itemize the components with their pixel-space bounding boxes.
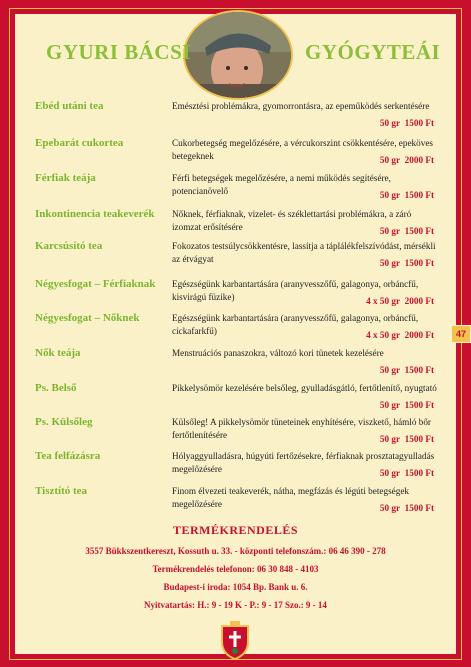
tea-description: Hólyaggyulladásra, húgyúti fertőzésekre, férfiaknak prosztatagyulladás megelőzésére (172, 451, 435, 474)
tea-description: Emésztési problémákra, gyomorrontásra, az epeműködés serkentésére (172, 101, 430, 111)
tea-price (380, 226, 434, 236)
tea-cost: 1500 Ft (404, 468, 434, 478)
tea-quantity: 50 gr (379, 434, 401, 444)
tea-price (366, 330, 434, 340)
tea-cost: 1500 Ft (404, 503, 434, 513)
tea-description: Pikkelysömör kezelésére belsőleg, gyulladásgátló, fertőtlenítő, nyugtató (172, 383, 437, 393)
tea-cost: 1500 Ft (404, 258, 434, 268)
order-address: 3557 Bükkszentkereszt, Kossuth u. 33. - központi telefonszám.: 06 46 390 - 278 (85, 546, 386, 556)
tea-cost: 1500 Ft (404, 190, 434, 200)
order-phone: Termékrendelés telefonon: 06 30 848 - 4103 (152, 564, 319, 574)
tea-price (380, 258, 434, 268)
order-footer (15, 523, 456, 618)
tea-name: Négyesfogat – Férfiaknak (35, 278, 156, 290)
tea-name: Ps. Belső (35, 382, 77, 394)
tea-cost: 1500 Ft (404, 118, 434, 128)
tea-cost: 2000 Ft (404, 296, 434, 306)
tea-quantity: 4 x 50 gr (366, 296, 401, 306)
tea-name: Nők teája (35, 347, 81, 359)
tea-name: Ps. Külsőleg (35, 416, 93, 428)
tea-name: Férfiak teája (35, 172, 96, 184)
tea-name: Négyesfogat – Nőknek (35, 312, 140, 324)
tea-price (380, 468, 434, 478)
coat-of-arms-icon (218, 620, 252, 660)
tea-cost: 1500 Ft (404, 226, 434, 236)
tea-name: Karcsúsító tea (35, 240, 103, 252)
tea-price (380, 118, 434, 128)
portrait-image (183, 10, 293, 100)
tea-quantity: 4 x 50 gr (366, 330, 401, 340)
tea-cost: 2000 Ft (404, 330, 434, 340)
tea-price (380, 503, 434, 513)
tea-cost: 1500 Ft (404, 434, 434, 444)
tea-name: Epebarát cukortea (35, 137, 124, 149)
tea-price (380, 434, 434, 444)
tea-name: Ebéd utáni tea (35, 100, 104, 112)
tea-price (380, 190, 434, 200)
tea-cost: 2000 Ft (404, 155, 434, 165)
order-hours: Nyitvatartás: H.: 9 - 19 K - P.: 9 - 17 Szo.: 9 - 14 (144, 600, 327, 610)
tea-description: Finom élvezeti teakeverék, nátha, megfázás és légúti betegségek megelőzésére (172, 486, 409, 509)
tea-cost: 1500 Ft (404, 365, 434, 375)
order-heading: TERMÉKRENDELÉS (172, 523, 299, 537)
title-left: GYURI BÁCSI (46, 40, 191, 64)
tea-name: Tisztító tea (35, 485, 88, 497)
tea-quantity: 50 gr (379, 503, 401, 513)
tea-description: Egészségünk karbantartására (aranyvesszőfű, galagonya, orbáncfű, cickafarkfű) (172, 313, 419, 336)
tea-quantity: 50 gr (379, 468, 401, 478)
tea-description: Nőknek, férfiaknak, vizelet- és széklettartási problémákra, a záró izomzat erősítésére (172, 209, 412, 232)
tea-name: Inkontinencia teakeverék (35, 208, 155, 220)
page-number-badge: 47 (451, 325, 471, 343)
title-right: GYÓGYTEÁI (305, 40, 441, 64)
tea-price (380, 155, 434, 165)
tea-quantity: 50 gr (379, 365, 401, 375)
tea-name: Tea felfázásra (35, 450, 101, 462)
tea-quantity: 50 gr (379, 190, 401, 200)
tea-price (380, 400, 434, 410)
tea-description: Cukorbetegség megelőzésére, a vércukorszint csökkentésére, epeköves betegeknek (172, 138, 433, 161)
tea-quantity: 50 gr (379, 118, 401, 128)
tea-quantity: 50 gr (379, 155, 401, 165)
tea-quantity: 50 gr (379, 258, 401, 268)
tea-description: Egészségünk karbantartására (aranyvesszőfű, galagonya, orbáncfű, kisvirágú füzike) (172, 279, 419, 302)
tea-cost: 1500 Ft (404, 400, 434, 410)
tea-description: Fokozatos testsúlycsökkentésre, lassítja a táplálékfelszívódást, mérsékli az étvágyat (172, 241, 436, 264)
order-office: Budapest-i iroda: 1054 Bp. Bank u. 6. (163, 582, 308, 592)
tea-description: Férfi betegségek megelőzésére, a nemi működés segítésére, potencianövelő (172, 173, 391, 196)
tea-quantity: 50 gr (379, 400, 401, 410)
tea-description: Menstruációs panaszokra, változó kori tünetek kezelésére (172, 348, 384, 358)
tea-price (366, 296, 434, 306)
tea-quantity: 50 gr (379, 226, 401, 236)
tea-description: Külsőleg! A pikkelysömör tüneteinek enyhítésére, viszkető, hámló bőr fertőtlenítésére (172, 417, 431, 440)
tea-price (380, 365, 434, 375)
